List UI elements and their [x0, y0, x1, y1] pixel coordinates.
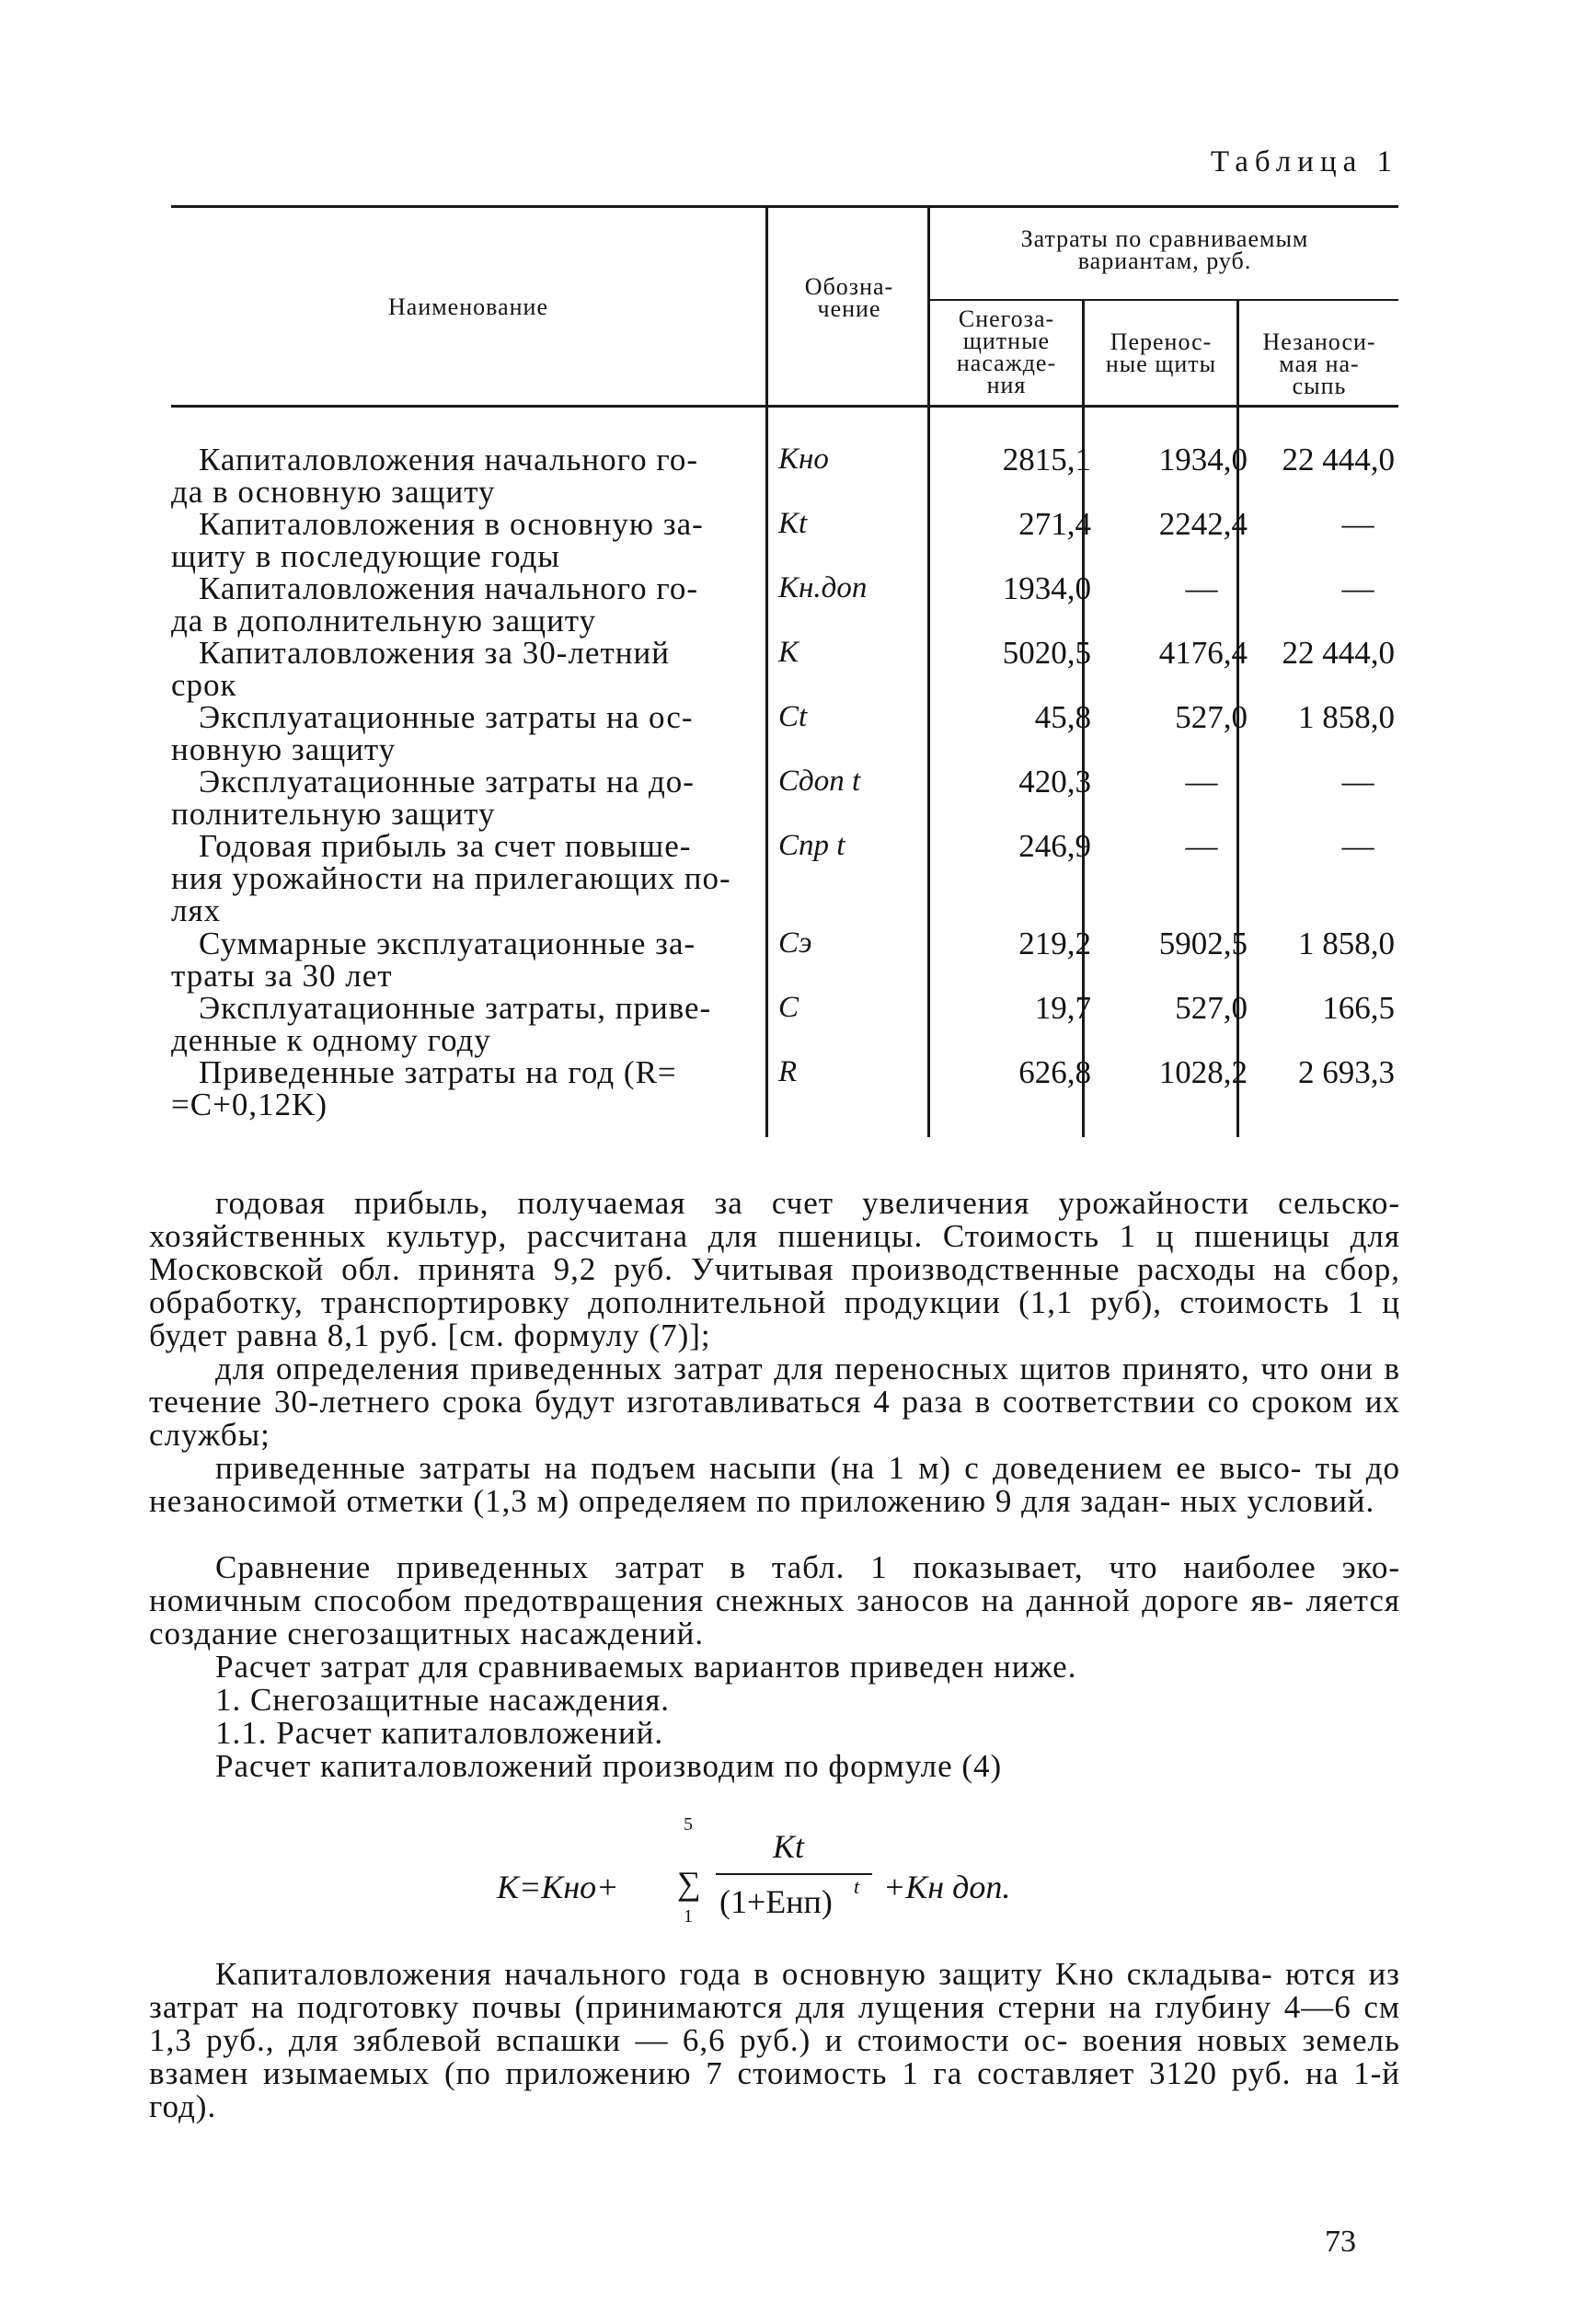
row-value-col2: —	[1185, 828, 1218, 864]
paragraph	[149, 1352, 1400, 1452]
row-symbol: Kно	[778, 443, 829, 476]
paragraph-text: Капиталовложения начального года в основную защиту Kно складыва- ются из затрат на подготовку почвы (принимаются для лущения стерни на глубину 4—6 см 1,3 руб., для зяблевой вспашки — 6,6 руб.) и стоимости ос- воения новых земель взамен изымаемых (по приложению 7 стоимость 1 га составляет 3120 руб. на 1-й год).	[149, 1956, 1400, 2124]
paragraph	[149, 1651, 1400, 1684]
row-value-col1: 219,2	[1018, 926, 1091, 961]
paragraph	[149, 1684, 1400, 1717]
paragraph-text: для определения приведенных затрат для переносных щитов принято, что они в течение 30-летнего срока будут изготавливаться 4 раза в соответствии со сроком их службы;	[149, 1351, 1400, 1453]
formula-sum-sign: ∑	[677, 1865, 701, 1902]
row-value-col1: 45,8	[1034, 699, 1091, 735]
row-name-line: Годовая прибыль за счет повыше-	[199, 828, 692, 864]
row-name-line: щиту в последующие годы	[171, 538, 560, 574]
row-value-col1: 19,7	[1034, 990, 1091, 1026]
row-symbol: Cпр t	[778, 829, 845, 862]
row-symbol: Ct	[778, 700, 808, 733]
row-symbol: R	[778, 1055, 798, 1088]
row-name	[171, 1056, 760, 1121]
header-costs-group	[931, 225, 1398, 274]
row-value-col1: 246,9	[1018, 828, 1091, 864]
row-value-col2: 1028,2	[1158, 1054, 1248, 1090]
row-name	[171, 572, 760, 637]
row-name	[171, 765, 760, 830]
row-symbol: Kн.доп	[778, 571, 868, 604]
column-divider-1	[765, 208, 768, 1137]
paragraph	[149, 1717, 1400, 1750]
header-col3-line: сыпь	[1292, 373, 1347, 399]
row-value-col2: 527,0	[1175, 699, 1248, 735]
header-col1-line: щитные	[962, 328, 1051, 354]
costs-subheader-rule	[929, 299, 1398, 301]
row-value-col3: —	[1341, 764, 1374, 800]
row-value-col1: 271,4	[1018, 506, 1091, 542]
row-name-line: да в дополнительную защиту	[171, 603, 597, 639]
row-value-col1: 420,3	[1018, 764, 1091, 800]
row-name	[171, 508, 760, 572]
header-col2-line: Перенос-	[1110, 328, 1213, 355]
row-value-col2: 527,0	[1175, 990, 1248, 1026]
row-value-col3: 22 444,0	[1282, 635, 1395, 671]
row-value-col1: 2815,1	[1002, 442, 1091, 477]
formula-sum-upper: 5	[684, 1814, 693, 1835]
row-name-line: ния урожайности на прилегающих по-	[171, 860, 731, 896]
row-value-col3: 2 693,3	[1298, 1054, 1395, 1090]
formula-lhs: K=Kно+	[497, 1869, 619, 1905]
row-value-col2: 2242,4	[1158, 506, 1248, 542]
formula-numerator: Kt	[773, 1828, 805, 1865]
row-name-line: Эксплуатационные затраты, приве-	[199, 990, 712, 1026]
header-col-snow-plantings	[931, 305, 1082, 398]
header-col-embankment	[1240, 328, 1398, 399]
row-symbol: C	[778, 991, 799, 1024]
header-name: Наименование	[388, 293, 548, 320]
row-name-line: да в основную защиту	[171, 474, 496, 510]
row-value-col3: 1 858,0	[1298, 926, 1395, 961]
row-symbol: Cэ	[778, 926, 812, 960]
formula-sum-lower: 1	[684, 1906, 693, 1927]
row-name-line: новную защиту	[171, 731, 397, 767]
row-name-line: Капиталовложения за 30-летний	[199, 635, 670, 671]
table-top-rule	[171, 205, 1398, 208]
row-name-line: денные к одному году	[171, 1022, 491, 1058]
row-name-line: =C+0,12K)	[171, 1087, 328, 1122]
paragraph	[149, 1551, 1400, 1651]
table-header-rule	[171, 405, 1398, 408]
header-col-portable-shields	[1086, 328, 1236, 377]
paragraph	[149, 1452, 1400, 1518]
row-value-col2: 1934,0	[1158, 442, 1248, 477]
row-value-col3: 1 858,0	[1298, 699, 1395, 735]
row-name-line: Капиталовложения в основную за-	[199, 506, 704, 542]
paragraph	[149, 1958, 1400, 2123]
paragraph-text: Сравнение приведенных затрат в табл. 1 показывает, что наиболее эко- номичным способом предотвращения снежных заносов на данной дороге яв- ляется создание снегозащитных насаждений.	[149, 1549, 1400, 1651]
table-caption: Таблица 1	[1210, 145, 1398, 178]
row-symbol: Cдоп t	[778, 765, 861, 798]
formula-exponent: t	[854, 1875, 860, 1898]
row-value-col3: 166,5	[1322, 990, 1395, 1026]
row-value-col3: —	[1341, 570, 1374, 606]
header-col1-line: Снегоза-	[958, 305, 1055, 332]
row-value-col1: 1934,0	[1002, 570, 1091, 606]
row-value-col3: —	[1341, 506, 1374, 542]
row-name-line: лях	[171, 892, 222, 928]
row-symbol: K	[778, 636, 799, 669]
header-col1-line: ния	[986, 372, 1027, 398]
row-name-line: Эксплуатационные затраты на до-	[199, 764, 695, 800]
formula-tail: +Kн доп.	[883, 1869, 1011, 1905]
paragraph	[149, 1187, 1400, 1352]
header-symbol	[771, 273, 927, 322]
row-name	[171, 701, 760, 765]
header-col3-line: Незаноси-	[1262, 328, 1376, 355]
header-col3-line: мая на-	[1279, 351, 1360, 377]
row-name	[171, 830, 760, 926]
row-name	[171, 637, 760, 701]
row-name-line: Суммарные эксплуатационные за-	[199, 926, 696, 961]
paragraph-text: Расчет капиталовложений производим по формуле (4)	[215, 1748, 1003, 1784]
capital-investment-formula	[497, 1814, 1141, 1932]
header-costs-line: Затраты по сравниваемым	[1020, 225, 1309, 252]
column-divider-2	[927, 208, 930, 1137]
header-symbol-line: Обозна-	[804, 273, 894, 300]
row-name	[171, 992, 760, 1056]
row-name-line: срок	[171, 667, 237, 703]
header-symbol-line: чение	[817, 295, 881, 322]
paragraph-text: 1.1. Расчет капиталовложений.	[215, 1715, 664, 1751]
page-number: 73	[1325, 2225, 1356, 2259]
row-value-col2: —	[1185, 764, 1218, 800]
paragraph-text: приведенные затраты на подъем насыпи (на 1 м) с доведением ее высо- ты до незаносимой отметки (1,3 м) определяем по приложению 9 для задан- ных условий.	[149, 1450, 1400, 1519]
row-name-line: Приведенные затраты на год (R=	[199, 1054, 677, 1090]
paragraph	[149, 1750, 1400, 1783]
row-value-col1: 5020,5	[1002, 635, 1091, 671]
row-value-col3: 22 444,0	[1282, 442, 1395, 477]
paragraph-text: 1. Снегозащитные насаждения.	[215, 1682, 671, 1718]
header-col1-line: насажде-	[956, 350, 1057, 376]
paragraph-text: Расчет затрат для сравниваемых вариантов приведен ниже.	[215, 1649, 1077, 1685]
row-symbol: Kt	[778, 507, 808, 540]
formula-denominator: (1+Eнп)	[719, 1883, 833, 1920]
row-value-col2: 4176,4	[1158, 635, 1248, 671]
row-value-col3: —	[1341, 828, 1374, 864]
row-name-line: Капиталовложения начального го-	[199, 570, 699, 606]
formula-fraction-bar	[716, 1873, 872, 1875]
row-value-col1: 626,8	[1018, 1054, 1091, 1090]
header-col2-line: ные щиты	[1105, 351, 1217, 377]
row-value-col2: 5902,5	[1158, 926, 1248, 961]
row-name-line: траты за 30 лет	[171, 958, 393, 994]
paragraph-text: годовая прибыль, получаемая за счет увеличения урожайности сельско- хозяйственных культур, рассчитана для пшеницы. Стоимость 1 ц пшеницы для Московской обл. принята 9,2 руб. Учитывая производственные расходы на сбор, обработку, транспортировку дополнительной продукции (1,1 руб), стоимость 1 ц будет равна 8,1 руб. [см. формулу (7)];	[149, 1185, 1400, 1353]
header-costs-line: вариантам, руб.	[1077, 247, 1252, 274]
row-name	[171, 443, 760, 508]
row-name	[171, 927, 760, 992]
row-value-col2: —	[1185, 570, 1218, 606]
row-name-line: Эксплуатационные затраты на ос-	[199, 699, 694, 735]
row-name-line: полнительную защиту	[171, 796, 496, 832]
row-name-line: Капиталовложения начального го-	[199, 442, 699, 477]
